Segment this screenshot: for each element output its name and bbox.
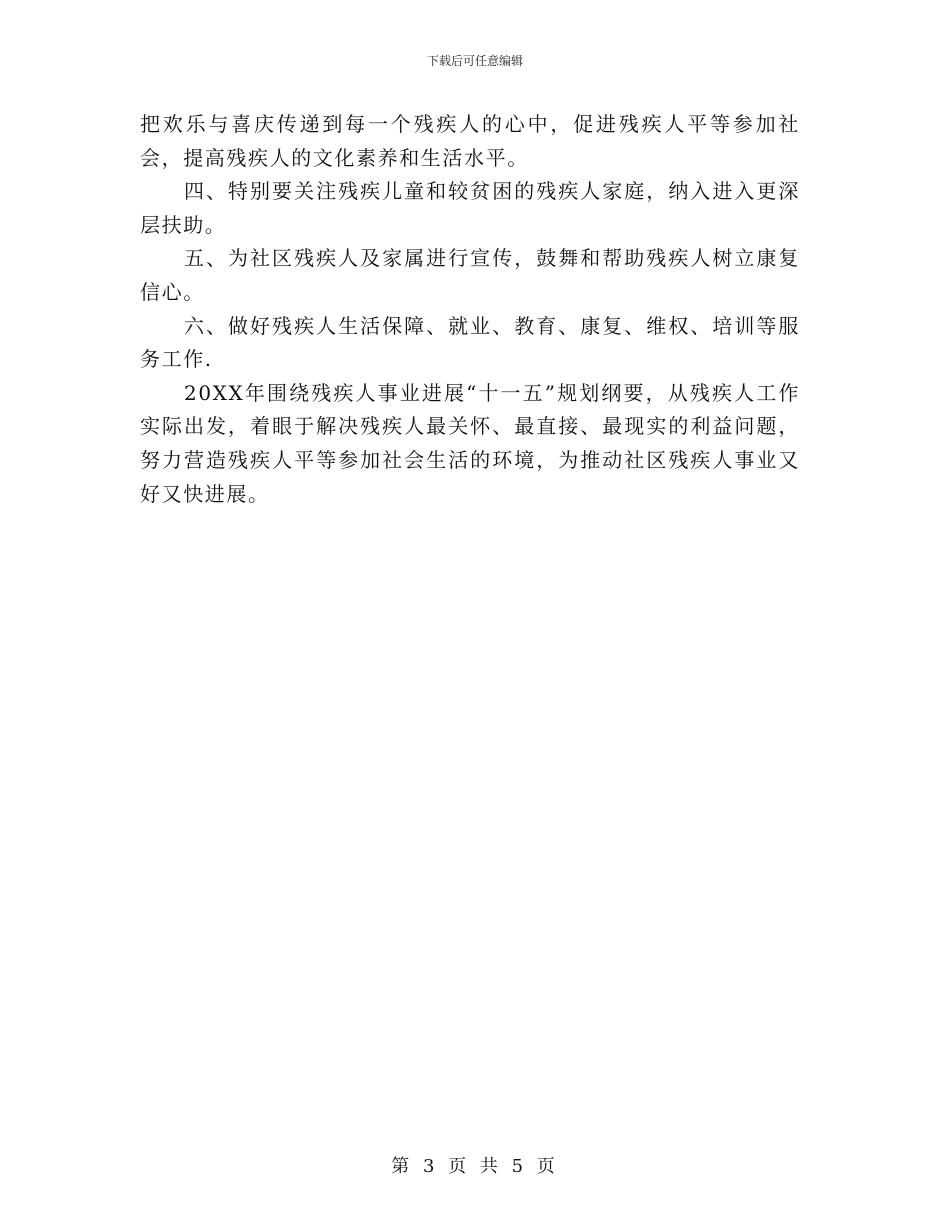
page-header: 下载后可任意编辑 [426,54,523,68]
document-body [140,108,800,511]
paragraph-item-six: 六、做好残疾人生活保障、就业、教育、康复、维权、培训等服务工作. [140,313,800,372]
paragraph-conclusion: 20XX年围绕残疾人事业进展“十一五”规划纲要，从残疾人工作实际出发，着眼于解决残疾人最关怀、最直接、最现实的利益问题，努力营造残疾人平等参加社会生活的环境，为推动社区残疾人事业又好又快进展。 [140,380,800,506]
paragraph-item-four: 四、特别要关注残疾儿童和较贫困的残疾人家庭，纳入进入更深层扶助。 [140,179,800,237]
page-number-footer: 第 3 页 共 5 页 [391,1156,559,1177]
paragraph-item-five: 五、为社区残疾人及家属进行宣传，鼓舞和帮助残疾人树立康复信心。 [140,246,800,304]
paragraph-continuation: 把欢乐与喜庆传递到每一个残疾人的心中，促进残疾人平等参加社会，提高残疾人的文化素养和生活水平。 [140,112,800,170]
